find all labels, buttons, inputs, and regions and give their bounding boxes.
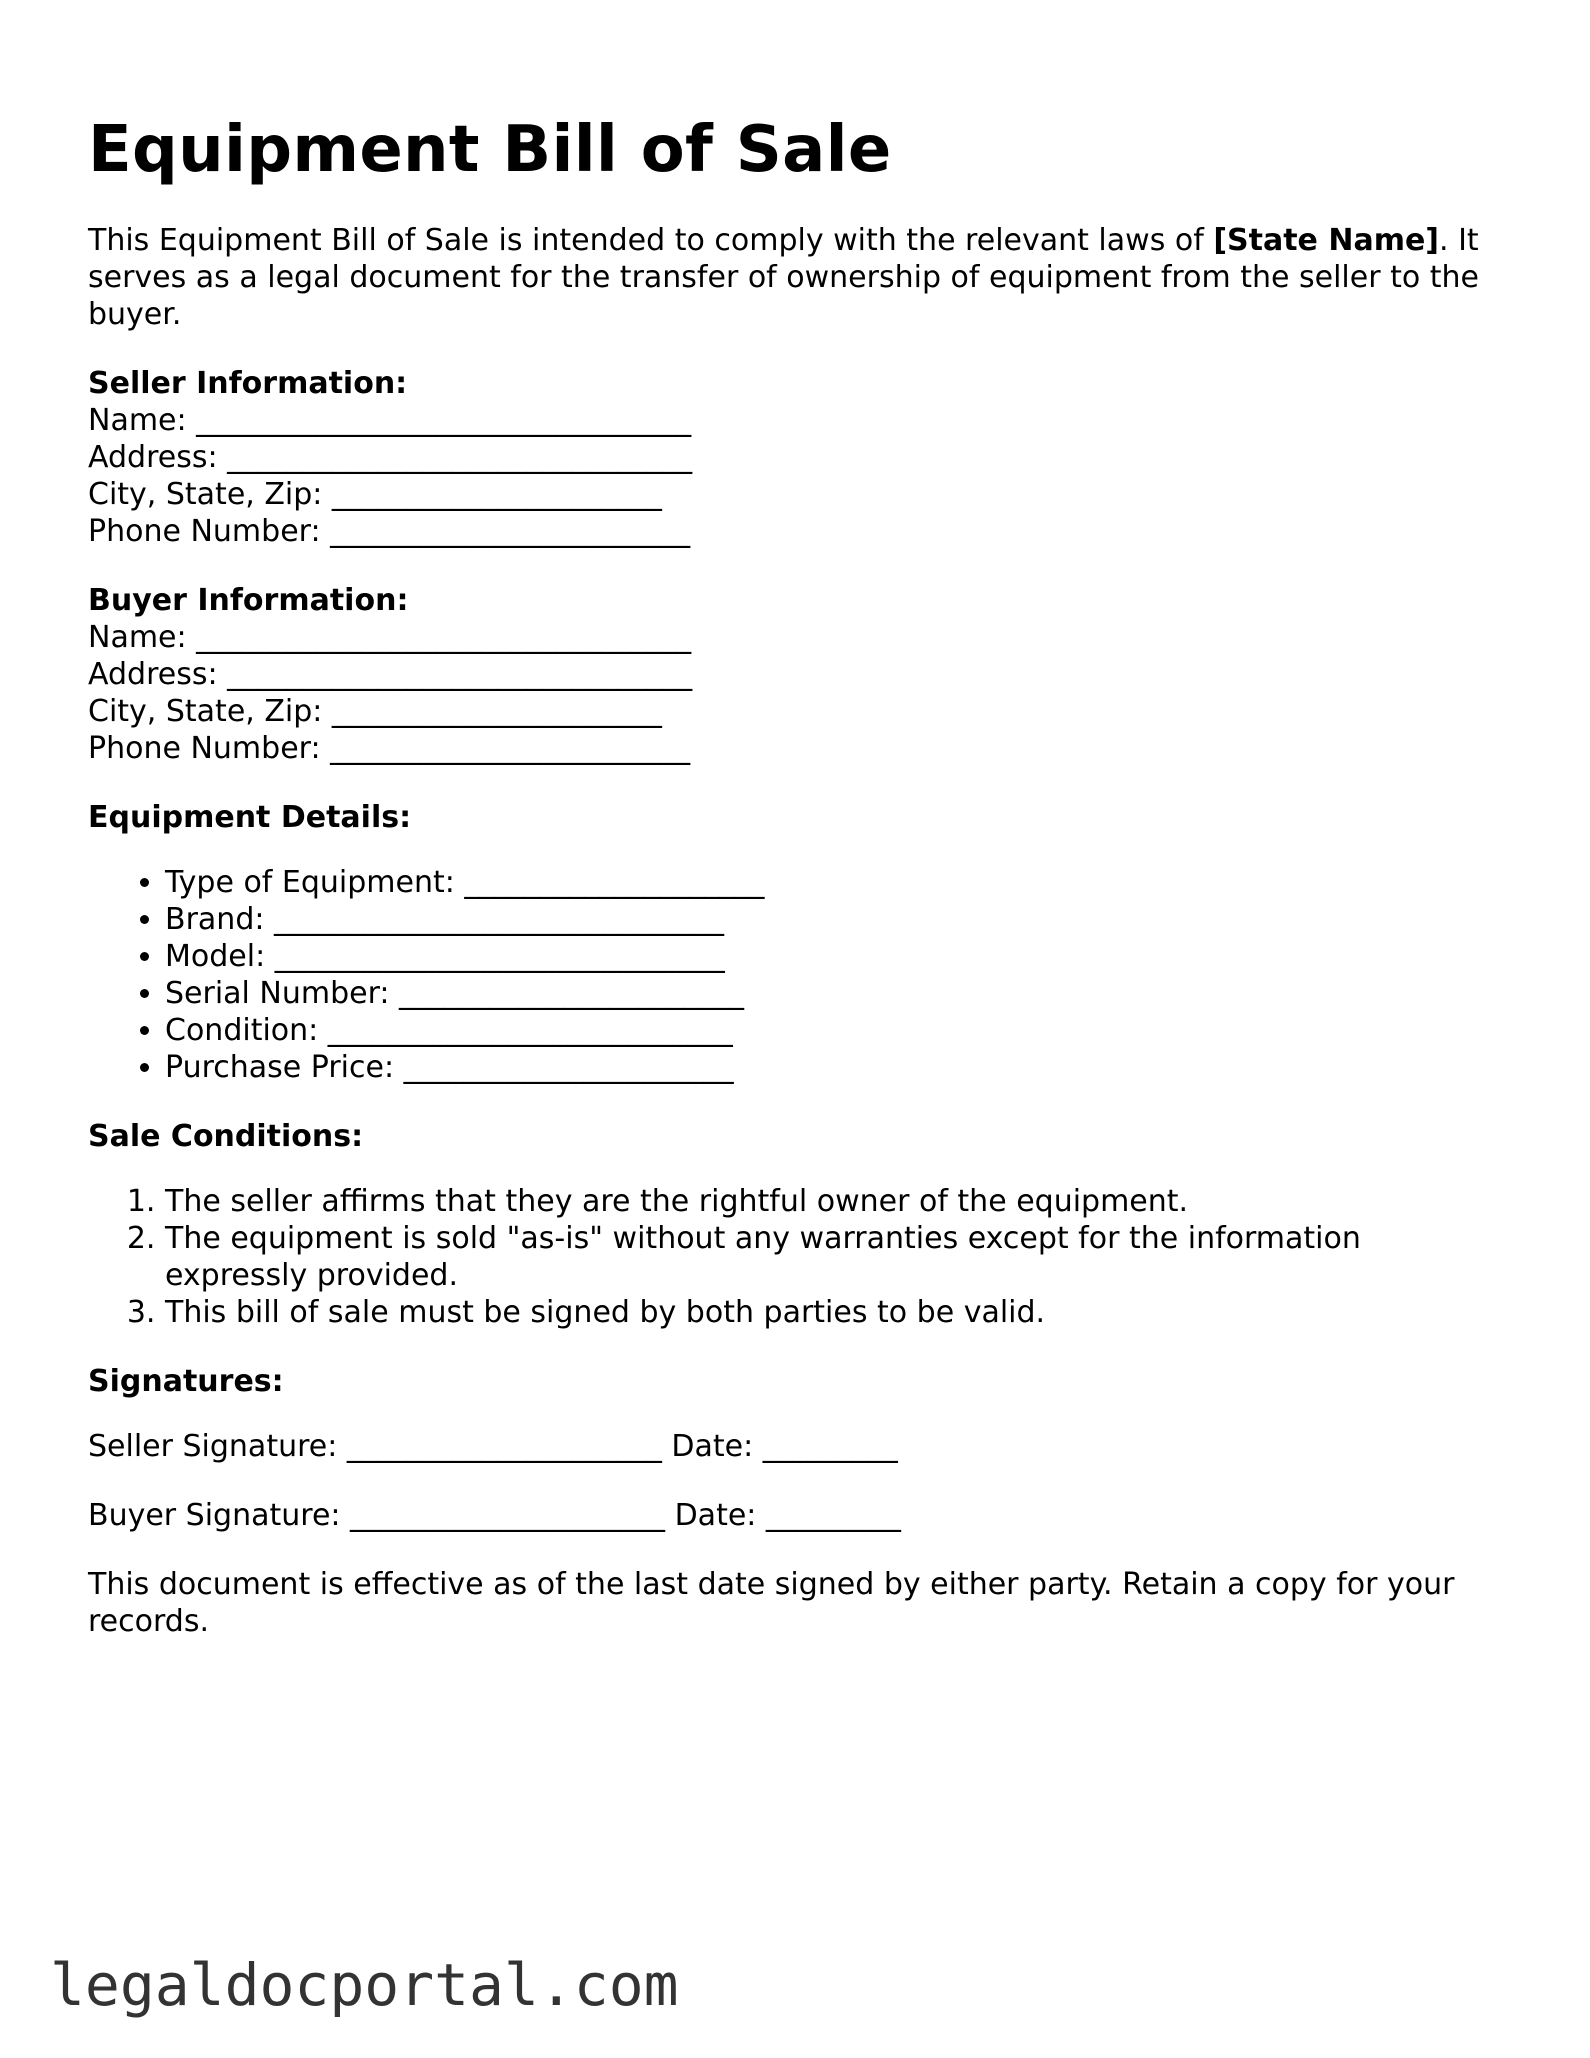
seller-city-state-zip-field[interactable]: City, State, Zip: ______________________ xyxy=(88,477,662,512)
buyer-city-state-zip-field[interactable]: City, State, Zip: ______________________ xyxy=(88,694,662,729)
closing-paragraph: This document is effective as of the last date signed by either party. Retain a copy for your records. xyxy=(88,1567,1455,1639)
signatures-heading: Signatures: xyxy=(88,1364,284,1399)
site-watermark: legaldocportal.com xyxy=(50,1951,679,2019)
equipment-brand-field[interactable]: • Brand: ______________________________ xyxy=(165,901,1508,938)
buyer-signature-line[interactable]: Buyer Signature: _____________________ Date: _________ xyxy=(88,1498,901,1533)
document-title: Equipment Bill of Sale xyxy=(88,113,892,187)
equipment-details-list xyxy=(88,864,1508,1086)
condition-item: 3. This bill of sale must be signed by both parties to be valid. xyxy=(165,1294,1508,1331)
seller-signature-line[interactable]: Seller Signature: _____________________ Date: _________ xyxy=(88,1429,898,1464)
seller-phone-field[interactable]: Phone Number: ________________________ xyxy=(88,514,691,549)
condition-item: 2. The equipment is sold "as-is" without any warranties except for the information expressly provided. xyxy=(165,1220,1508,1294)
equipment-condition-field[interactable]: • Condition: ___________________________ xyxy=(165,1012,1508,1049)
seller-address-field[interactable]: Address: _______________________________ xyxy=(88,440,693,475)
equipment-serial-field[interactable]: • Serial Number: _______________________ xyxy=(165,975,1508,1012)
buyer-phone-field[interactable]: Phone Number: ________________________ xyxy=(88,731,691,766)
intro-text-after: . It serves as a legal document for the transfer of ownership of equipment from the seller to the buyer. xyxy=(88,223,1479,332)
document-page xyxy=(88,112,1508,1640)
seller-name-field[interactable]: Name: _________________________________ xyxy=(88,403,692,438)
equipment-model-field[interactable]: • Model: ______________________________ xyxy=(165,938,1508,975)
equipment-type-field[interactable]: • Type of Equipment: ____________________ xyxy=(165,864,1508,901)
condition-item: 1. The seller affirms that they are the rightful owner of the equipment. xyxy=(165,1183,1508,1220)
buyer-address-field[interactable]: Address: _______________________________ xyxy=(88,657,693,692)
equipment-heading: Equipment Details: xyxy=(88,800,412,835)
equipment-price-field[interactable]: • Purchase Price: ______________________ xyxy=(165,1049,1508,1086)
sale-conditions-list xyxy=(88,1183,1508,1331)
buyer-heading: Buyer Information: xyxy=(88,583,409,618)
buyer-name-field[interactable]: Name: _________________________________ xyxy=(88,620,692,655)
seller-heading: Seller Information: xyxy=(88,366,408,401)
state-name-placeholder: [State Name] xyxy=(1213,223,1440,258)
conditions-heading: Sale Conditions: xyxy=(88,1119,364,1154)
intro-paragraph xyxy=(88,222,1508,333)
intro-text-before: This Equipment Bill of Sale is intended to comply with the relevant laws of xyxy=(88,223,1214,258)
